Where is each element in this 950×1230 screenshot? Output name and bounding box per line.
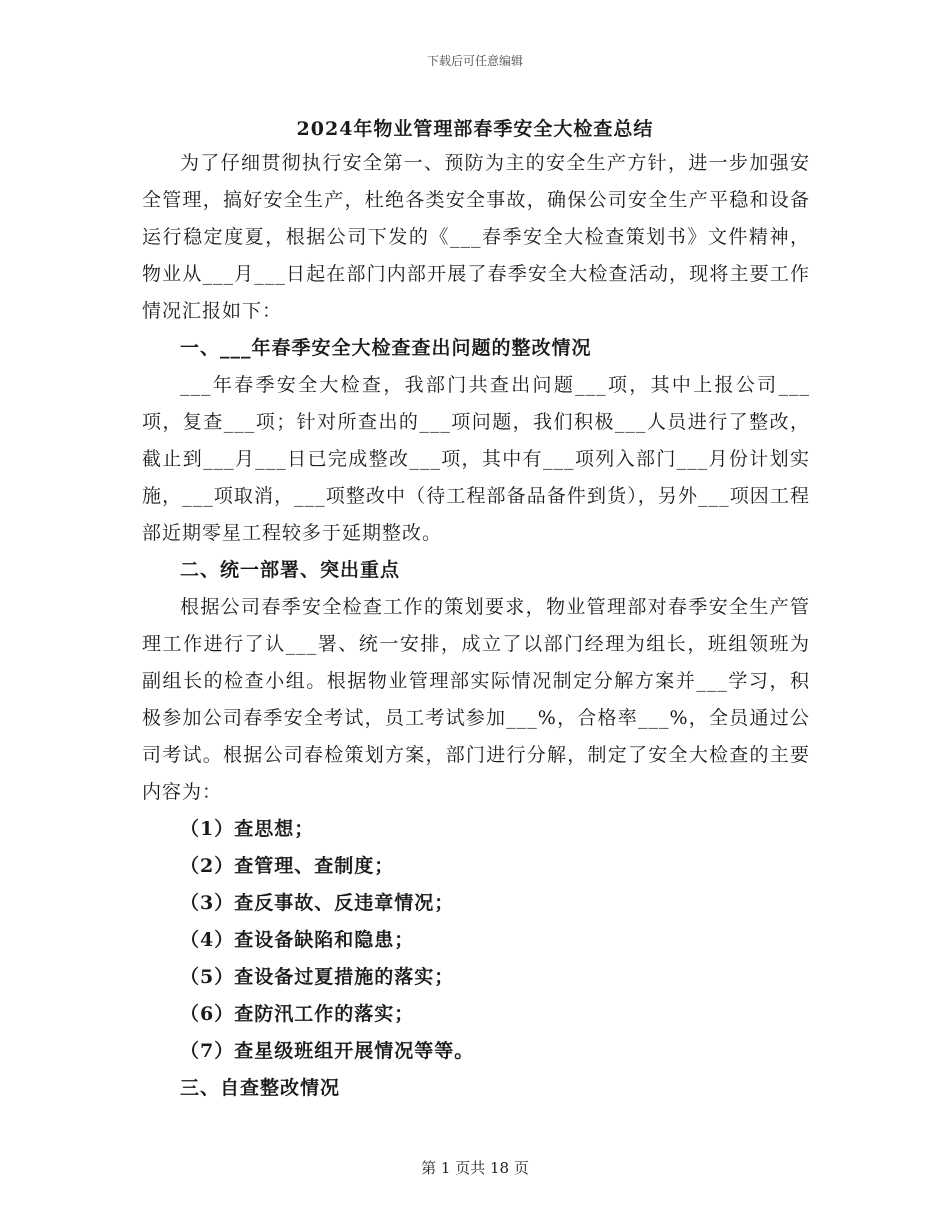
page-number: 第 1 页共 18 页 bbox=[421, 1159, 529, 1177]
inspection-item-3: （3）查反事故、反违章情况； bbox=[180, 892, 455, 914]
inspection-item-2: （2）查管理、查制度； bbox=[180, 855, 395, 877]
section-1-paragraph: ___年春季安全大检查，我部门共查出问题___项，其中上报公司___项，复查___项；针对所查出的___项问题，我们积极___人员进行了整改，截止到___月___日已完成整改___项，其中有___项列入部门___月份计划实施，___项取消，___项整改中（待工程部备品备件到货），另外___项因工程部近期零星工程较多于延期整改。 bbox=[142, 374, 810, 544]
inspection-item-4: （4）查设备缺陷和隐患； bbox=[180, 929, 415, 951]
inspection-item-7: （7）查星级班组开展情况等等。 bbox=[180, 1040, 475, 1062]
inspection-item-5: （5）查设备过夏措施的落实； bbox=[180, 966, 455, 988]
inspection-item-1: （1）查思想； bbox=[180, 818, 315, 840]
intro-paragraph: 为了仔细贯彻执行安全第一、预防为主的安全生产方针，进一步加强安全管理，搞好安全生产，杜绝各类安全事故，确保公司安全生产平稳和设备运行稳定度夏，根据公司下发的《___春季安全大检查策划书》文件精神，物业从___月___日起在部门内部开展了春季安全大检查活动，现将主要工作情况汇报如下： bbox=[142, 152, 810, 322]
section-2-paragraph: 根据公司春季安全检查工作的策划要求，物业管理部对春季安全生产管理工作进行了认___署、统一安排，成立了以部门经理为组长，班组领班为副组长的检查小组。根据物业管理部实际情况制定分解方案并___学习，积极参加公司春季安全考试，员工考试参加___%，合格率___%，全员通过公司考试。根据公司春检策划方案，部门进行分解，制定了安全大检查的主要内容为： bbox=[142, 596, 810, 803]
section-1-heading: 一、___年春季安全大检查查出问题的整改情况 bbox=[180, 337, 592, 359]
page-header-note: 下载后可任意编辑 bbox=[426, 54, 523, 68]
document-title: 2024年物业管理部春季安全大检查总结 bbox=[296, 118, 654, 140]
inspection-item-6: （6）查防汛工作的落实； bbox=[180, 1003, 415, 1025]
document-body bbox=[142, 145, 810, 1107]
section-2-heading: 二、统一部署、突出重点 bbox=[180, 559, 401, 581]
section-3-heading: 三、自查整改情况 bbox=[180, 1077, 341, 1099]
